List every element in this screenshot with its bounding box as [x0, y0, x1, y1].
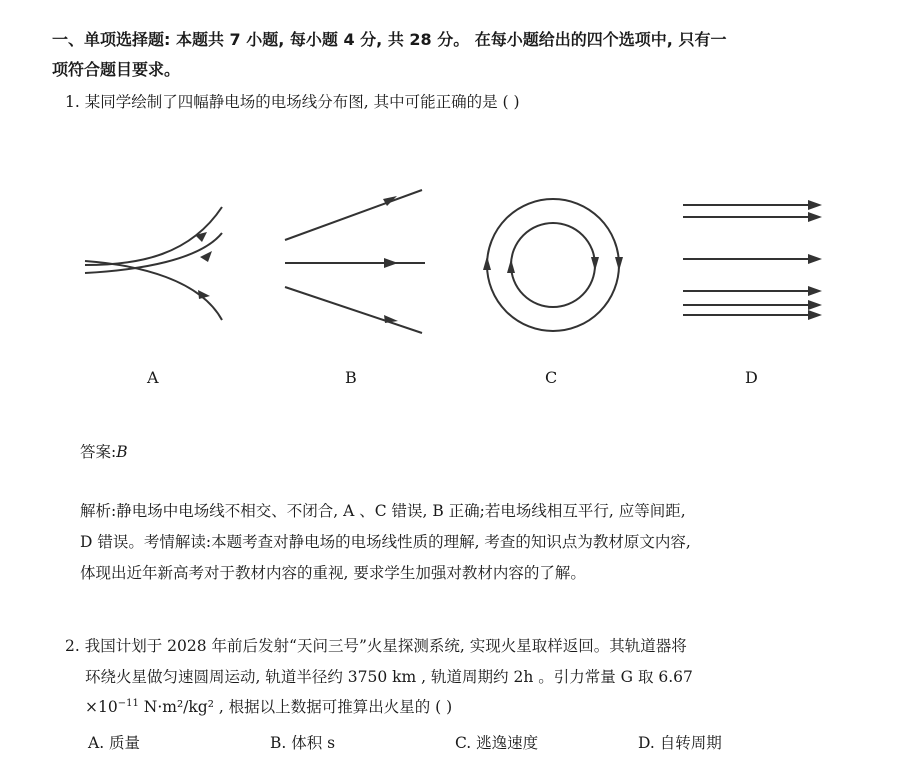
figure-c-field-lines: [483, 195, 633, 335]
q2-option-b: B. 体积 s: [270, 734, 336, 752]
q2-stem-line3: [85, 695, 452, 717]
figure-label-b: B: [345, 368, 357, 387]
q2-option-c: C. 逃逸速度: [455, 734, 539, 752]
figure-label-a: A: [147, 368, 159, 387]
figure-b-field-lines: [280, 185, 430, 335]
q2-option-d: D. 自转周期: [638, 734, 722, 752]
q1-analysis-line2: D 错误。考情解读:本题考查对静电场的电场线性质的理解, 考查的知识点为教材原文内容,: [80, 533, 691, 551]
q1-analysis-line1: 解析:静电场中电场线不相交、不闭合, A 、C 错误, B 正确;若电场线相互平行, 应等间距,: [80, 502, 686, 520]
section-heading-line2: 项符合题目要求。: [52, 60, 181, 79]
figure-d-field-lines: [678, 195, 828, 325]
q1-answer: [80, 440, 128, 462]
figure-label-d: D: [745, 368, 758, 387]
q2-stem-line2: 环绕火星做匀速圆周运动, 轨道半径约 3750 km , 轨道周期约 2h 。引力常量 G 取 6.67: [85, 668, 693, 686]
q1-answer-label: 答案:: [80, 443, 117, 461]
q2-stem-line3-exponent: −11: [117, 697, 139, 709]
figure-label-c: C: [545, 368, 558, 387]
figure-a-field-lines: [80, 195, 230, 325]
q1-stem: 1. 某同学绘制了四幅静电场的电场线分布图, 其中可能正确的是 ( ): [65, 93, 520, 111]
q2-stem-line3-pre: ×10: [85, 698, 118, 716]
q1-analysis-line3: 体现出近年新高考对于教材内容的重视, 要求学生加强对教材内容的了解。: [80, 564, 586, 582]
q1-answer-value: B: [116, 443, 128, 461]
q2-stem-line3-post: N·m²/kg² , 根据以上数据可推算出火星的 ( ): [138, 698, 453, 716]
q2-stem-line1: 2. 我国计划于 2028 年前后发射“天问三号”火星探测系统, 实现火星取样返回。其轨道器将: [65, 637, 687, 655]
section-heading-line1: 一、单项选择题: 本题共 7 小题, 每小题 4 分, 共 28 分。 在每小题给出的四个选项中, 只有一: [52, 30, 727, 49]
q2-option-a: A. 质量: [88, 734, 141, 752]
